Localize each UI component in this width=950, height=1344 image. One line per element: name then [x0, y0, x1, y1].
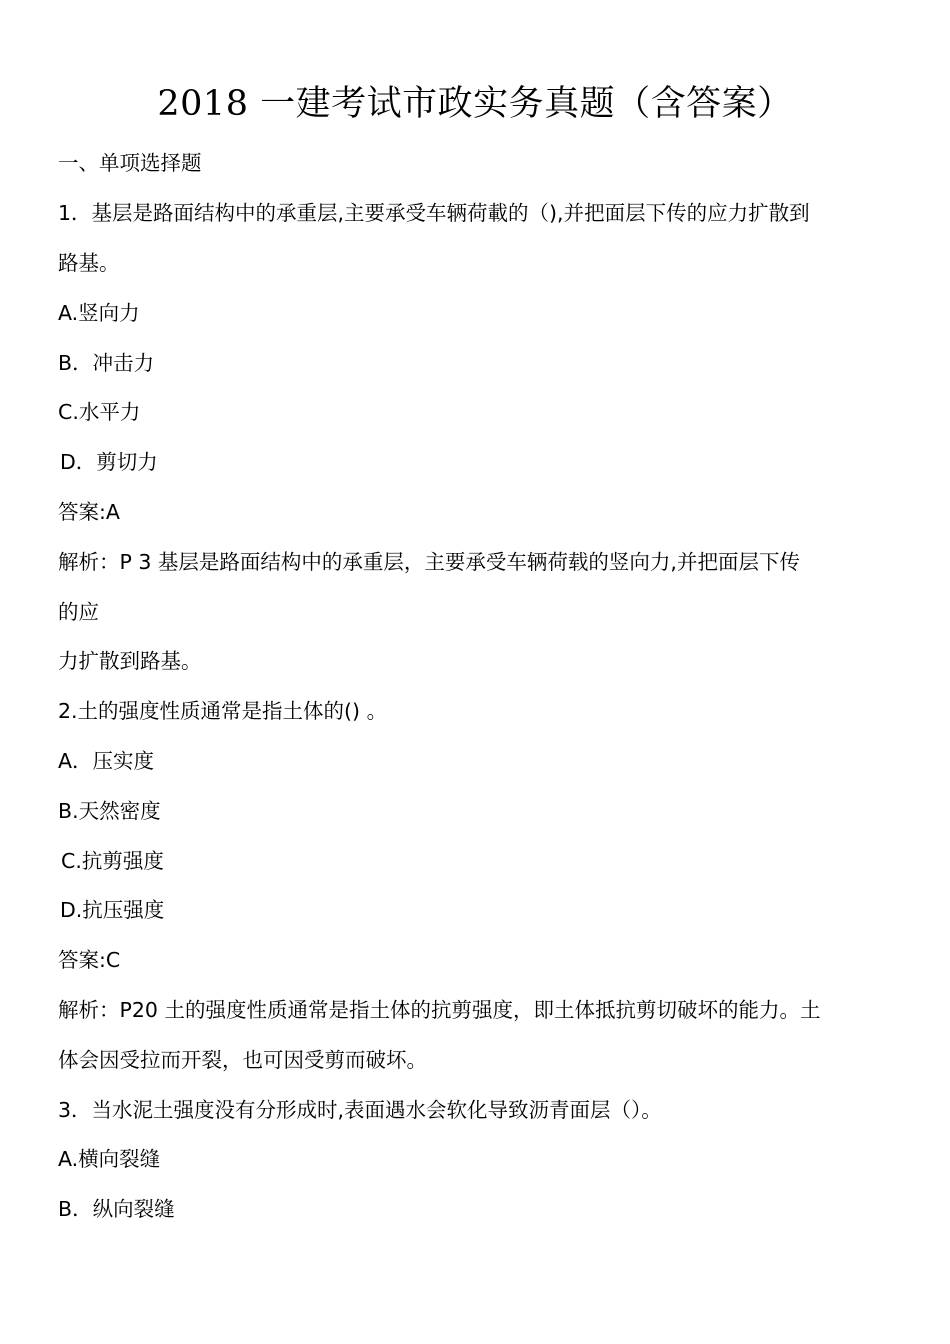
q1-analysis-line3: 力扩散到路基。 — [58, 649, 202, 673]
q2-option-d: D.抗压强度 — [60, 898, 165, 922]
q2-option-a: A．压实度 — [58, 749, 155, 773]
q1-stem-line2: 路基。 — [58, 251, 120, 275]
q2-stem: 2.土的强度性质通常是指土体的() 。 — [58, 699, 388, 723]
q1-answer: 答案:A — [58, 500, 120, 524]
q2-analysis-line1: 解析：P20 土的强度性质通常是指土体的抗剪强度，即土体抵抗剪切破坏的能力。土 — [58, 998, 821, 1022]
q3-option-a: A.横向裂缝 — [58, 1147, 161, 1171]
q2-option-c: C.抗剪强度 — [61, 849, 164, 873]
q1-analysis-line2: 的应 — [58, 600, 99, 624]
q1-option-d: D．剪切力 — [60, 450, 158, 474]
q1-analysis-line1: 解析：P 3 基层是路面结构中的承重层，主要承受车辆荷载的竖向力,并把面层下传 — [58, 550, 800, 574]
section-heading: 一、单项选择题 — [58, 151, 202, 175]
q3-option-b: B．纵向裂缝 — [58, 1197, 175, 1221]
q1-stem-line1: 1．基层是路面结构中的承重层,主要承受车辆荷載的（),并把面层下传的应力扩散到 — [58, 201, 810, 225]
q1-option-b: B．冲击力 — [58, 351, 155, 375]
q1-option-c: C.水平力 — [58, 400, 141, 424]
q2-analysis-line2: 体会因受拉而开裂，也可因受剪而破坏。 — [58, 1048, 427, 1072]
q2-answer: 答案:C — [58, 948, 121, 972]
q2-option-b: B.天然密度 — [58, 799, 161, 823]
q1-option-a: A.竖向力 — [58, 301, 140, 325]
document-title: 2018 一建考试市政实务真题（含答案） — [157, 84, 793, 124]
q3-stem: 3．当水泥土强度没有分形成时,表面遇水会软化导致沥青面层（）。 — [58, 1098, 662, 1122]
